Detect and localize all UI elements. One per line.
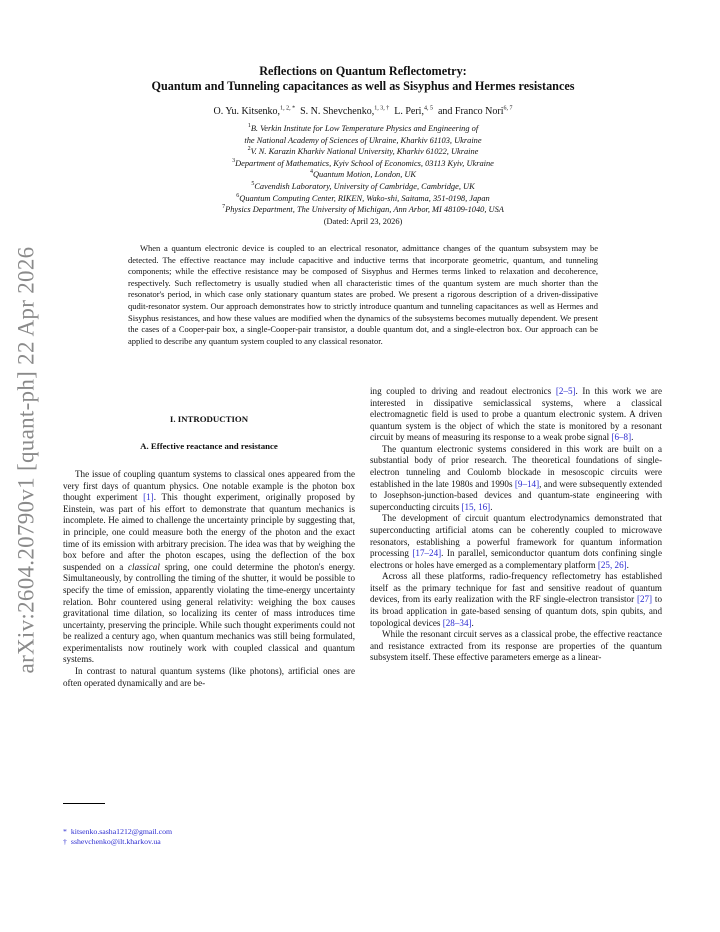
author: L. Peri,$^{4, 5}$: [394, 105, 433, 117]
section-heading: I. INTRODUCTION: [169, 414, 249, 424]
author: and Franco Nori$^{6, 7}$: [437, 105, 513, 117]
body-paragraph: [370, 571, 662, 629]
affiliation: $^1$B. Verkin Institute for Low Temperature Physics and Engineering of: [247, 123, 479, 133]
footnote-email-1[interactable]: * kitsenko.sasha1212@gmail.com: [63, 827, 173, 836]
citation-link[interactable]: [27]: [636, 594, 653, 605]
date-line: (Dated: April 23, 2026): [323, 216, 403, 226]
paragraph-text: . In this work we are interested in dissipative semiclassical systems, where a classical electromagnetic field is used to probe a quantum electronic system. A driven quantum system is the object of which the state is monitored by a resonant circuit by means of measuring its response to a weak probe signal: [370, 386, 663, 443]
paragraph-text: .: [490, 501, 493, 512]
paragraph-text: The quantum electronic systems considered in this work are built on a substantial body of prior research. The theoretical foundations of single-electron tunneling and Coulomb blockade in mesoscopic circuits were established in the late 1980s and 1990s: [370, 443, 662, 489]
affiliation: $^7$Physics Department, The University of Michigan, Ann Arbor, MI 48109-1040, USA: [222, 204, 504, 215]
affiliation: $^2$V. N. Karazin Kharkiv National University, Kharkiv 61022, Ukraine: [247, 146, 479, 157]
paragraph-text: The development of circuit quantum electrodynamics demonstrated that superconducting artificial atoms can be coherently coupled to microwave resonators, establishing a powerful framework for quantum information processing: [370, 513, 662, 559]
affiliations: [60, 123, 666, 227]
affiliation: $^5$Cavendish Laboratory, University of Cambridge, Cambridge, UK: [251, 181, 475, 191]
author: O. Yu. Kitsenko,$^{1, 2, *}$: [213, 105, 296, 117]
citation-link[interactable]: [9–14]: [514, 478, 540, 489]
paragraph-text: While the resonant circuit serves as a classical probe, the effective reactance and resistance extracted from its response are properties of the quantum subsystem itself. These effective parameters emerge as a linear-: [370, 629, 662, 663]
right-column: [370, 386, 662, 664]
title-line-2: Quantum and Tunneling capacitances as well as Sisyphus and Hermes resistances: [151, 79, 575, 93]
paragraph-text: ing coupled to driving and readout electronics: [370, 386, 556, 396]
paragraph-text: .: [626, 559, 629, 570]
author-list: [60, 106, 666, 117]
left-column-body: [63, 469, 355, 689]
body-paragraph: [370, 386, 662, 444]
affiliation: $^4$Quantum Motion, London, UK: [309, 169, 417, 180]
paragraph-text: . In parallel, semiconductor quantum dots confining single electrons or holes have emerged as a complementary platform: [370, 548, 662, 570]
subsection-heading: A. Effective reactance and resistance: [140, 440, 278, 451]
arxiv-identifier-stamp: [6, 246, 46, 674]
paper-title: [60, 64, 666, 94]
body-paragraph: [370, 629, 662, 664]
paragraph-text: . This thought experiment, originally proposed by Einstein, was part of his effort to demonstrate that quantum mechanics is incomplete. He aimed to challenge the uncertainty principle by suggesting that, in principle, one could measure both the energy of the photon and the exact time of its emission with arbitrary precision. The idea was that by weighing the box before and after the photon escapes, using the deflection of the box suspended on a: [63, 492, 355, 572]
body-paragraph: [370, 513, 662, 571]
emphasis-text: classical: [128, 561, 160, 572]
affiliation: $^6$Quantum Computing Center, RIKEN, Wako-shi, Saitama, 351-0198, Japan: [236, 192, 490, 203]
paragraph-text: The issue of coupling quantum systems to classical ones appeared from the very first days of quantum physics. One notable example is the photon box thought experiment: [63, 469, 355, 503]
footnote-email-2[interactable]: † sshevchenko@ilt.kharkov.ua: [63, 837, 161, 847]
citation-link[interactable]: [6–8]: [611, 432, 632, 443]
paragraph-text: In contrast to natural quantum systems (like photons), artificial ones are often operated dynamically and are be-: [63, 665, 355, 688]
paragraph-text: , and were subsequently extended to Josephson-junction-based devices and quantum-state engineering with superconducting circuits: [370, 478, 662, 512]
citation-link[interactable]: [2–5]: [555, 386, 576, 396]
affiliation: $^3$Department of Mathematics, Kyiv School of Economics, 03113 Kyiv, Ukraine: [232, 157, 494, 168]
body-paragraph: [63, 666, 355, 689]
citation-link[interactable]: [15, 16]: [461, 501, 491, 512]
author: S. N. Shevchenko,$^{1, 3, \dagger}$: [300, 105, 390, 117]
body-paragraph: [370, 444, 662, 513]
paragraph-text: .: [631, 432, 634, 443]
abstract: When a quantum electronic device is coupled to an electrical resonator, admittance changes of the quantum subsystem may be detected. The effective reactance may include capacitive and inductive terms that incorporate geometric, quantum, and tunneling components; while the effective resistance may be composed of Sisyphus and Hermes terms linked to relaxation and decoherence, respectively. Such reflectometry is usually studied when all characteristic times of the quantum system are much shorter than the resonator's period, in which case only stationary quantum states are probed. We present a rigorous description of a driven-dissipative qudit-resonator system. Our approach demonstrates how to strictly introduce quantum and tunneling capacitances as well as Hermes and Sisyphus resistances, and how these values are modified when the dynamics of the subsystems becomes mutually dependent. We present the cases of a Cooper-pair box, a single-Cooper-pair transistor, a double quantum dot, and a single-electron box. Our approach can be applied to describe any quantum system coupled to any classical resonator.: [128, 243, 598, 346]
body-paragraph: [63, 469, 355, 666]
footnote-rule: [63, 803, 105, 804]
paragraph-text: .: [471, 617, 474, 628]
paragraph-text: spring, one could determine the photon's energy. Simultaneously, by controlling the timing of the shutter, it would be possible to specify the time of emission, apparently violating the time-energy uncertainty relation. Bohr countered using general relativity: weighing the box causes gravitational time dilation, so localizing its center of mass introduces time uncertainty, preserving the principle. While such thought experiments could not be realized a century ago, when quantum mechanics was still being formulated, experimentalists now routinely work with coupled classical and quantum systems.: [63, 561, 355, 665]
affiliation: the National Academy of Sciences of Ukraine, Kharkiv 61103, Ukraine: [244, 135, 482, 145]
citation-link[interactable]: [17–24]: [412, 548, 442, 559]
title-line-1: Reflections on Quantum Reflectometry:: [259, 64, 467, 78]
citation-link[interactable]: [28–34]: [442, 617, 472, 628]
right-column-body: [370, 386, 662, 664]
paragraph-text: Across all these platforms, radio-frequency reflectometry has established itself as the primary technique for fast and sensitive readout of quantum devices, from its early realization with the RF single-electron transistor: [370, 571, 662, 605]
arxiv-id-text: arXiv:2604.20790v1 [quant-ph] 22 Apr 2026: [13, 246, 39, 674]
citation-link[interactable]: [1]: [143, 492, 154, 503]
footnotes: [63, 827, 172, 848]
citation-link[interactable]: [25, 26]: [597, 559, 627, 570]
paragraph-text: to its broad application in gate-based sensing of quantum dots, spin qubits, and topological devices: [370, 594, 662, 628]
left-column: [63, 411, 355, 689]
